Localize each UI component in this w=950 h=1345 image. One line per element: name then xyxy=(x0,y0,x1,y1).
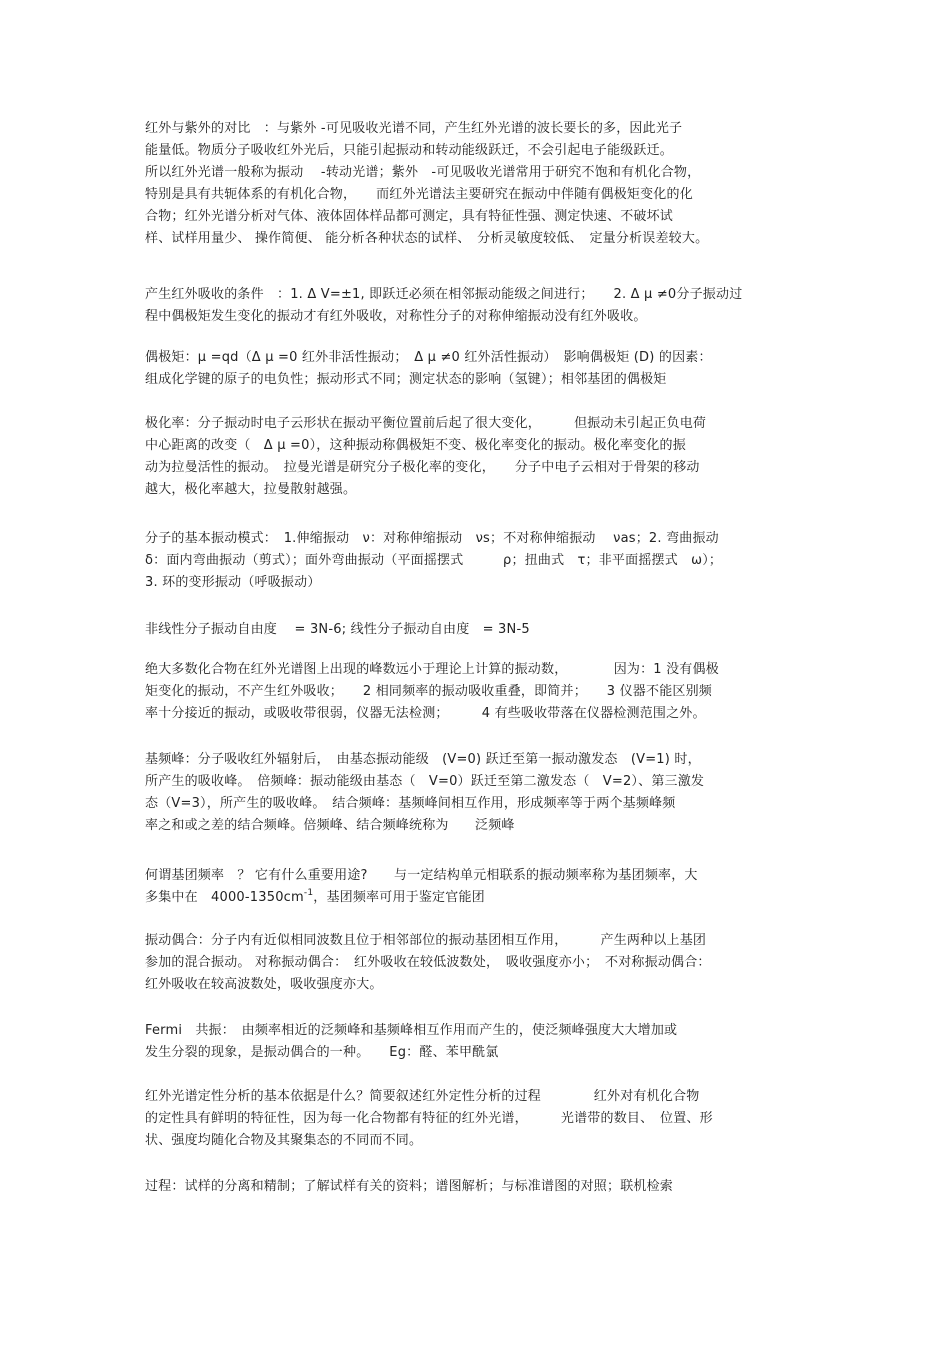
paragraph-vibration-modes xyxy=(145,528,805,594)
text-line: 组成化学键的原子的电负性；振动形式不同；测定状态的影响（氢键）；相邻基团的偶极矩 xyxy=(145,372,667,387)
text-line: 振动偶合：分子内有近似相同波数且位于相邻部位的振动基团相互作用， 产生两种以上基团 xyxy=(145,933,707,948)
text-line: 率十分接近的振动，或吸收带很弱，仪器无法检测； 4 有些吸收带落在仪器检测范围之外。 xyxy=(145,706,706,721)
paragraph-absorption-conditions xyxy=(145,284,805,328)
paragraph-fermi-resonance xyxy=(145,1020,805,1064)
text-line: 越大，极化率越大，拉曼散射越强。 xyxy=(145,482,357,497)
text-line: 能量低。物质分子吸收红外光后，只能引起振动和转动能级跃迁，不会引起电子能级跃迁。 xyxy=(145,143,674,158)
text-line: 绝大多数化合物在红外光谱图上出现的峰数远小于理论上计算的振动数， 因为：1 没有偶极 xyxy=(145,662,719,677)
text-line: Fermi 共振： 由频率相近的泛频峰和基频峰相互作用而产生的，使泛频峰强度大大增加或 xyxy=(145,1023,678,1038)
text-line: 参加的混合振动。 对称振动偶合： 红外吸收在较低波数处， 吸收强度亦小； 不对称振动偶合： xyxy=(145,955,711,970)
text-line: 分子的基本振动模式： 1.伸缩振动 ν：对称伸缩振动 νs；不对称伸缩振动 νas；2. 弯曲振动 xyxy=(145,531,719,546)
text-line: 非线性分子振动自由度 = 3N-6; 线性分子振动自由度 = 3N-5 xyxy=(145,622,530,637)
text-line: 产生红外吸收的条件 ：1. Δ V=±1, 即跃迁必须在相邻振动能级之间进行； 2. Δ μ ≠0分子振动过 xyxy=(145,287,743,302)
paragraph-group-frequency xyxy=(145,865,805,909)
text-line: 矩变化的振动，不产生红外吸收； 2 相同频率的振动吸收重叠，即简并； 3 仪器不能区别频 xyxy=(145,684,713,699)
text-line: 所产生的吸收峰。 倍频峰：振动能级由基态（ V=0）跃迁至第二激发态（ V=2）、第三激发 xyxy=(145,774,705,789)
text-line: 的定性具有鲜明的特征性，因为每一化合物都有特征的红外光谱， 光谱带的数目、 位置、形 xyxy=(145,1111,713,1126)
paragraph-peak-count xyxy=(145,659,805,725)
text-line: 中心距离的改变（ Δ μ =0），这种振动称偶极矩不变、极化率变化的振动。极化率变化的振 xyxy=(145,438,686,453)
paragraph-analysis-process xyxy=(145,1176,805,1198)
text-line: 程中偶极矩发生变化的振动才有红外吸收，对称性分子的对称伸缩振动没有红外吸收。 xyxy=(145,309,647,324)
paragraph-qualitative-analysis xyxy=(145,1086,805,1152)
text-line: 特别是具有共轭体系的有机化合物， 而红外光谱法主要研究在振动中伴随有偶极矩变化的化 xyxy=(145,187,693,202)
text-line: 极化率：分子振动时电子云形状在振动平衡位置前后起了很大变化， 但振动未引起正负电荷 xyxy=(145,416,707,431)
paragraph-vibration-coupling xyxy=(145,930,805,996)
text-line: δ：面内弯曲振动（剪式）；面外弯曲振动（平面摇摆式 ρ；扭曲式 τ；非平面摇摆式 ω）； xyxy=(145,553,723,568)
text-line-with-superscript: 多集中在 $4000-1350cm^{-1}$，基团频率可用于鉴定官能团 xyxy=(145,888,485,905)
text-line: 偶极矩：μ =qd（Δ μ =0 红外非活性振动； Δ μ ≠0 红外活性振动） 影响偶极矩 (D) 的因素： xyxy=(145,350,712,365)
paragraph-polarizability xyxy=(145,413,805,501)
paragraph-dipole-moment xyxy=(145,347,805,391)
text-line: 发生分裂的现象，是振动偶合的一种。 Eg：醛、苯甲酰氯 xyxy=(145,1045,499,1060)
paragraph-ir-uv-comparison xyxy=(145,118,805,250)
text-line: 红外吸收在较高波数处，吸收强度亦大。 xyxy=(145,977,383,992)
text-line: 状、强度均随化合物及其聚集态的不同而不同。 xyxy=(145,1133,423,1148)
text-line: 率之和或之差的结合频峰。倍频峰、结合频峰统称为 泛频峰 xyxy=(145,818,515,833)
text-line: 态（V=3），所产生的吸收峰。 结合频峰：基频峰间相互作用，形成频率等于两个基频峰频 xyxy=(145,796,676,811)
text-line: 动为拉曼活性的振动。 拉曼光谱是研究分子极化率的变化， 分子中电子云相对于骨架的移动 xyxy=(145,460,700,475)
text-line: 3. 环的变形振动（呼吸振动） xyxy=(145,575,321,590)
text-line: 红外光谱定性分析的基本依据是什么？简要叙述红外定性分析的过程 红外对有机化合物 xyxy=(145,1089,700,1104)
paragraph-fundamental-peaks xyxy=(145,749,805,837)
text-line: 样、试样用量少、 操作简便、 能分析各种状态的试样、 分析灵敏度较低、 定量分析误差较大。 xyxy=(145,231,709,246)
text-line: 红外与紫外的对比 ：与紫外 -可见吸收光谱不同，产生红外光谱的波长要长的多，因此光子 xyxy=(145,121,683,136)
paragraph-degrees-of-freedom xyxy=(145,619,805,641)
text-line: 合物；红外光谱分析对气体、液体固体样品都可测定，具有特征性强、测定快速、不破坏试 xyxy=(145,209,674,224)
text-line: 基频峰：分子吸收红外辐射后， 由基态振动能级 (V=0) 跃迁至第一振动激发态 (V=1) 时， xyxy=(145,752,701,767)
text-line: 所以红外光谱一般称为振动 -转动光谱；紫外 -可见吸收光谱常用于研究不饱和有机化合物， xyxy=(145,165,701,180)
text-line: 过程：试样的分离和精制；了解试样有关的资料；谱图解析；与标准谱图的对照；联机检索 xyxy=(145,1179,674,1194)
text-line: 何谓基团频率 ？ 它有什么重要用途? 与一定结构单元相联系的振动频率称为基团频率，大 xyxy=(145,868,698,883)
